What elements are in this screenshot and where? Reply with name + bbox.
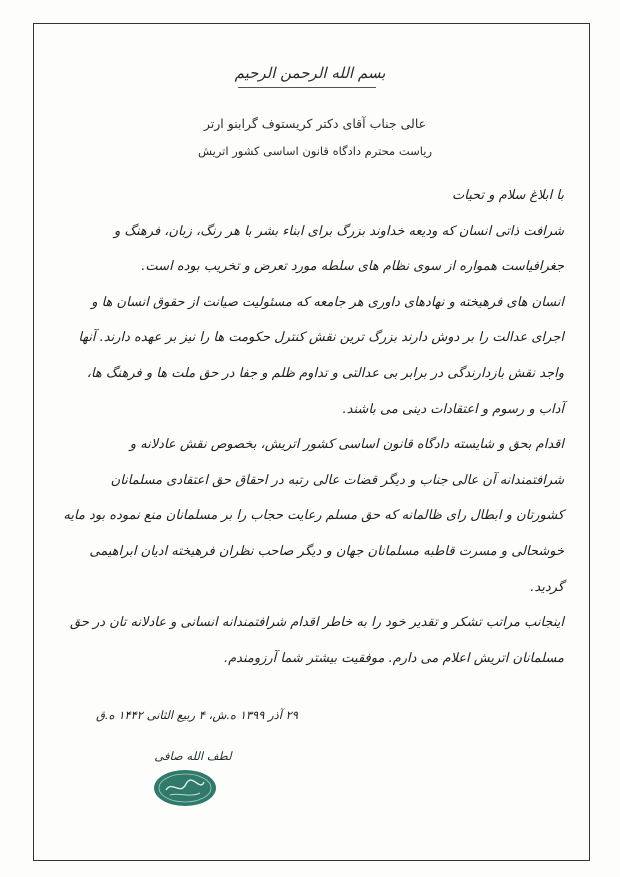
paragraph-2: انسان های فرهیخته و نهادهای داوری هر جامعه که مسئولیت صیانت از حقوق انسان ها و اجرای عدالت را بر دوش دارند بزرگ ترین نقش کنترل حکومت ها را نیز بر عهده دارند. آنها واجد نقش بازدارندگی در برابر بی عدالتی و تداوم ظلم و جفا در حق ملت ها و فرهنگ ها، آداب و رسوم و اعتقادات دینی می باشند. <box>78 294 564 417</box>
recipient-title: عالی جناب آقای دکتر کریستوف گرابنو ارتر <box>203 116 427 131</box>
basmala-underline <box>238 87 376 88</box>
recipient-position: ریاست محترم دادگاه قانون اساسی کشور اتریش <box>197 144 433 158</box>
paragraph-3: اقدام بحق و شایسته دادگاه قانون اساسی کشور اتریش، بخصوص نقش عادلانه و شرافتمندانه آن عالی جناب و دیگر قضات عالی رتبه در احقاق حق اعتقادی مسلمانان کشورتان و ابطال رای ظالمانه که حق مسلم رعایت حجاب را بر مسلمانان منع نموده بود مایه خوشحالی و مسرت قاطبه مسلمانان جهان و دیگر صاحب نظران فرهیخته ادیان ابراهیمی گردید. <box>63 437 564 595</box>
basmala-calligraphy: بسم الله الرحمن الرحیم <box>234 64 386 82</box>
greeting: با ابلاغ سلام و تحیات <box>452 188 564 203</box>
letter-date: ۲۹ آذر ۱۳۹۹ ه.ش، ۴ ربیع الثانی ۱۴۴۲ ه.ق <box>96 708 298 722</box>
paragraph-4: اینجانب مراتب تشکر و تقدیر خود را به خاطر اقدام شرافتمندانه انسانی و عادلانه تان در حق مسلمانان اتریش اعلام می دارم. موفقیت بیشتر شما آرزومندم. <box>69 615 564 666</box>
signature-name: لطف الله صافی <box>154 749 232 763</box>
letter-body <box>62 178 564 676</box>
paragraph-1: شرافت ذاتی انسان که ودیعه خداوند بزرگ برای ابناء بشر با هر رنگ، زبان، فرهنگ و جغرافیاست همواره از سوی نظام های سلطه مورد تعرض و تخریب بوده است. <box>113 223 564 275</box>
seal-stamp-icon <box>152 768 218 808</box>
